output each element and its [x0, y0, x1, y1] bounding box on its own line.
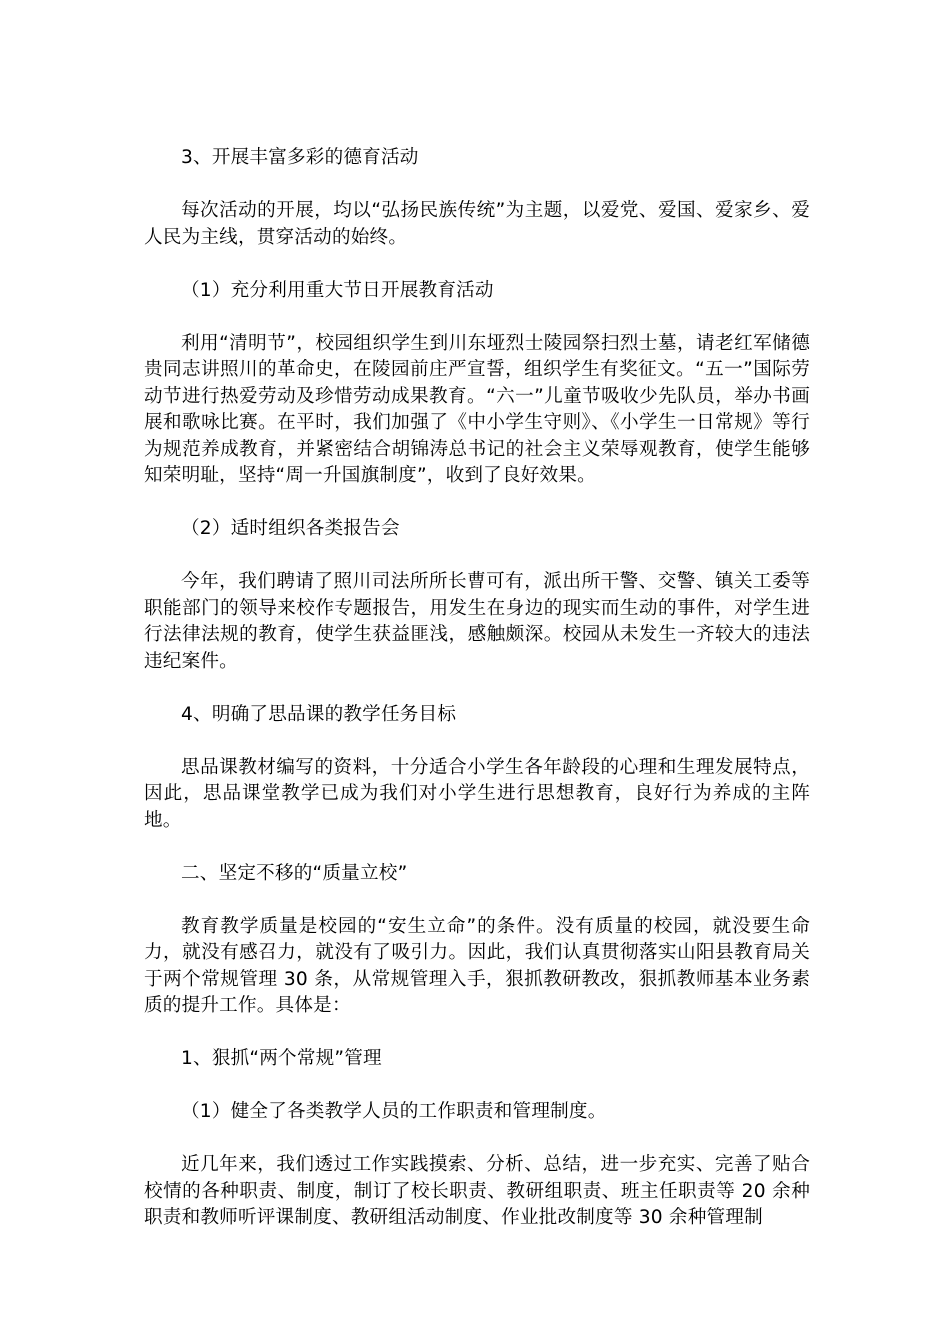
- paragraph-gap: [144, 1126, 810, 1153]
- paragraph-gap: [144, 1073, 810, 1100]
- section-heading: 3、开展丰富多彩的德育活动: [181, 147, 419, 168]
- paragraph-gap: [144, 675, 810, 702]
- paragraph-gap: [144, 728, 810, 755]
- paragraph-gap: [144, 304, 810, 331]
- body-paragraph: 利用“清明节”，校园组织学生到川东垭烈士陵园祭扫烈士墓，请老红军储德贵同志讲照川的革命史，在陵园前庄严宣誓，组织学生有奖征文。“五一”国际劳动节进行热爱劳动及珍惜劳动成果教育。“六一”儿童节吸收少先队员，举办书画展和歌咏比赛。在平时，我们加强了《中小学生守则》、《小学生一日常规》等行为规范养成教育，并紧密结合胡锦涛总书记的社会主义荣辱观教育，使学生能够知荣明耻，坚持“周一升国旗制度”，收到了良好效果。: [144, 332, 810, 486]
- paragraph-gap: [144, 251, 810, 278]
- section-heading: 4、明确了思品课的教学任务目标: [181, 703, 457, 725]
- paragraph-gap: [144, 490, 810, 517]
- paragraph-gap: [144, 172, 810, 199]
- subsection-heading: （2）适时组织各类报告会: [181, 518, 400, 539]
- body-paragraph: 每次活动的开展，均以“弘扬民族传统”为主题，以爱党、爱国、爱家乡、爱人民为主线，贯穿活动的始终。: [144, 200, 810, 248]
- paragraph-gap: [144, 887, 810, 914]
- body-paragraph: 思品课教材编写的资料，十分适合小学生各年龄段的心理和生理发展特点，因此，思品课堂教学已成为我们对小学生进行思想教育，良好行为养成的主阵地。: [144, 756, 810, 831]
- subsection-heading: （1）充分利用重大节日开展教育活动: [181, 279, 494, 301]
- subsection-heading: （1）健全了各类教学人员的工作职责和管理制度。: [181, 1101, 607, 1122]
- chapter-heading: 二、坚定不移的“质量立校”: [181, 862, 408, 884]
- paragraph-gap: [144, 543, 810, 570]
- body-paragraph: 今年，我们聘请了照川司法所所长曹可有，派出所干警、交警、镇关工委等职能部门的领导来校作专题报告，用发生在身边的现实而生动的事件，对学生进行法律法规的教育，使学生获益匪浅，感触颇深。校园从未发生一齐较大的违法违纪案件。: [144, 571, 810, 672]
- section-heading: 1、狠抓“两个常规”管理: [181, 1048, 382, 1069]
- paragraph-gap: [144, 834, 810, 861]
- document-body: [144, 145, 810, 1232]
- body-paragraph: 教育教学质量是校园的“安生立命”的条件。没有质量的校园，就没要生命力，就没有感召力，就没有了吸引力。因此，我们认真贯彻落实山阳县教育局关于两个常规管理 30 条，从常规管理入手，狠抓教研教改，狠抓教师基本业务素质的提升工作。具体是：: [144, 915, 810, 1016]
- body-paragraph: 近几年来，我们透过工作实践摸索、分析、总结，进一步充实、完善了贴合校情的各种职责、制度，制订了校长职责、教研组职责、班主任职责等 20 余种职责和教师听评课制度、教研组活动制度、作业批改制度等 30 余种管理制: [144, 1154, 810, 1228]
- paragraph-gap: [144, 1020, 810, 1047]
